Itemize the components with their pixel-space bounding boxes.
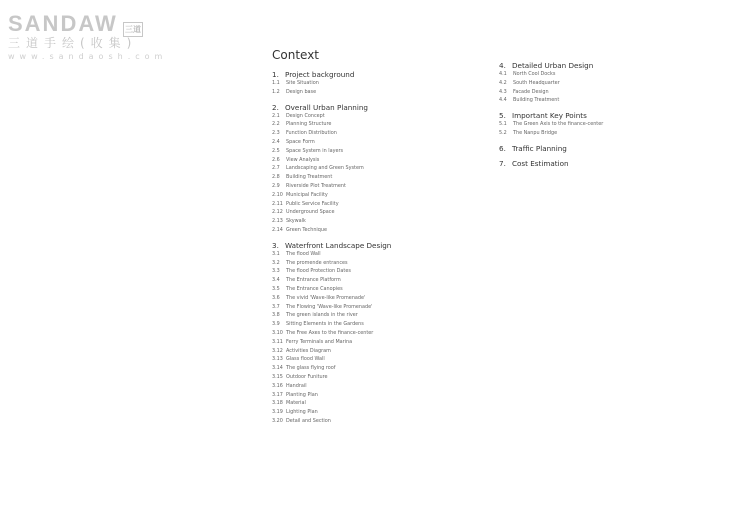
item-label: The promende entrances xyxy=(286,259,348,266)
section-heading[interactable] xyxy=(272,70,472,79)
toc-section xyxy=(499,159,709,168)
item-label: Material xyxy=(286,400,306,407)
item-label: Glass flood Wall xyxy=(286,356,325,363)
item-label: Public Service Facility xyxy=(286,200,339,207)
section-heading[interactable] xyxy=(499,159,709,168)
item-label: The Flowing 'Wave-like Promenade' xyxy=(286,303,373,310)
toc-item[interactable] xyxy=(499,120,709,129)
toc-item[interactable] xyxy=(272,276,472,285)
item-number: 3.13 xyxy=(272,356,283,363)
section-title: Overall Urban Planning xyxy=(285,102,368,112)
toc-item[interactable] xyxy=(499,88,709,97)
item-label: Ferry Terminals and Marina xyxy=(286,338,353,345)
item-number: 2.14 xyxy=(272,226,283,233)
toc-item[interactable] xyxy=(272,226,472,235)
item-number: 1.2 xyxy=(272,88,280,95)
item-label: The flood Wall xyxy=(286,250,321,257)
toc-item[interactable] xyxy=(272,382,472,391)
item-label: The Free Axes to the finance-center xyxy=(286,329,374,336)
section-heading[interactable] xyxy=(499,111,709,120)
toc-item[interactable] xyxy=(272,217,472,226)
item-number: 3.17 xyxy=(272,391,283,398)
item-number: 3.8 xyxy=(272,312,280,319)
section-title: Project background xyxy=(285,70,355,79)
toc-item[interactable] xyxy=(272,391,472,400)
section-heading[interactable] xyxy=(272,103,472,112)
toc-item[interactable] xyxy=(272,285,472,294)
toc-section xyxy=(272,70,472,97)
item-number: 3.15 xyxy=(272,373,283,380)
item-label: Facade Design xyxy=(513,88,549,95)
item-number: 3.16 xyxy=(272,382,283,389)
item-label: Handrail xyxy=(286,382,307,389)
toc-item[interactable] xyxy=(272,88,472,97)
item-number: 2.8 xyxy=(272,174,280,181)
item-number: 3.14 xyxy=(272,365,283,372)
toc-item[interactable] xyxy=(272,191,472,200)
toc-item[interactable] xyxy=(272,303,472,312)
item-label: The vivid 'Wave-like Promenade' xyxy=(286,294,366,301)
toc-item[interactable] xyxy=(272,355,472,364)
item-number: 3.18 xyxy=(272,400,283,407)
page-title: Context xyxy=(272,48,320,62)
item-label: Underground Space xyxy=(286,209,335,216)
section-number: 3. xyxy=(272,240,279,250)
item-number: 3.2 xyxy=(272,259,280,266)
item-number: 2.1 xyxy=(272,112,280,119)
toc-item[interactable] xyxy=(272,147,472,156)
toc-section xyxy=(499,111,709,138)
item-label: Lighting Plan xyxy=(286,409,318,416)
toc-item[interactable] xyxy=(272,373,472,382)
toc-item[interactable] xyxy=(272,259,472,268)
toc-section xyxy=(499,61,709,105)
toc-column-left xyxy=(272,70,472,426)
item-number: 4.3 xyxy=(499,88,507,95)
section-number: 1. xyxy=(272,70,279,79)
section-heading[interactable] xyxy=(499,61,709,70)
section-title: Cost Estimation xyxy=(512,158,569,168)
logo-url-text: www.sandaosh.com xyxy=(8,52,168,61)
item-number: 2.11 xyxy=(272,200,283,207)
item-label: The Entrance Canopies xyxy=(286,285,343,292)
item-label: Outdoor Funiture xyxy=(286,373,328,380)
toc-item[interactable] xyxy=(272,112,472,121)
section-title: Waterfront Landscape Design xyxy=(285,240,392,250)
toc-item[interactable] xyxy=(272,311,472,320)
item-label: The flood Protection Dates xyxy=(286,268,351,275)
toc-item[interactable] xyxy=(272,138,472,147)
item-number: 3.1 xyxy=(272,250,280,257)
item-number: 4.1 xyxy=(499,71,507,77)
item-number: 3.20 xyxy=(272,417,283,424)
item-label: Design base xyxy=(286,88,317,95)
item-number: 3.5 xyxy=(272,285,280,292)
section-title: Important Key Points xyxy=(512,111,587,121)
toc-column-right xyxy=(499,61,709,168)
toc-section xyxy=(272,103,472,235)
toc-item[interactable] xyxy=(272,173,472,182)
item-label: The Entrance Platform xyxy=(286,277,341,284)
item-number: 3.9 xyxy=(272,321,280,328)
toc-item[interactable] xyxy=(272,364,472,373)
item-number: 3.6 xyxy=(272,294,280,301)
item-number: 2.9 xyxy=(272,182,280,189)
item-number: 2.7 xyxy=(272,165,280,172)
section-number: 7. xyxy=(499,158,506,168)
item-label: Site Situation xyxy=(286,80,319,86)
item-number: 3.4 xyxy=(272,277,280,284)
section-heading[interactable] xyxy=(272,241,472,250)
toc-item[interactable] xyxy=(272,208,472,217)
toc-item[interactable] xyxy=(272,120,472,129)
item-label: Green Technique xyxy=(286,226,327,233)
item-number: 3.10 xyxy=(272,329,283,336)
item-number: 3.19 xyxy=(272,409,283,416)
item-number: 5.2 xyxy=(499,129,507,136)
item-label: Space Form xyxy=(286,138,315,145)
section-number: 4. xyxy=(499,61,506,70)
item-label: Landscaping and Green System xyxy=(286,165,364,172)
logo-chinese-text: 三道手绘(收集) xyxy=(8,36,138,50)
item-label: Design Concept xyxy=(286,112,325,119)
toc-item[interactable] xyxy=(272,408,472,417)
item-label: The glass flying roof xyxy=(286,365,336,372)
item-label: The Green Axis to the finance-center xyxy=(513,121,604,128)
toc-item[interactable] xyxy=(499,129,709,138)
item-number: 2.2 xyxy=(272,121,280,128)
item-number: 2.5 xyxy=(272,147,280,154)
item-label: Function Distribution xyxy=(286,130,337,137)
toc-item[interactable] xyxy=(272,267,472,276)
item-label: Sitting Elements in the Gardens xyxy=(286,321,364,328)
toc-section xyxy=(499,144,709,153)
toc-section xyxy=(272,241,472,426)
toc-item[interactable] xyxy=(272,320,472,329)
item-label: Planting Plan xyxy=(286,391,318,398)
item-label: Space System in layers xyxy=(286,147,344,154)
item-label: North Cool Docks xyxy=(513,71,556,77)
item-label: Detail and Section xyxy=(286,417,331,424)
toc-item[interactable] xyxy=(272,129,472,138)
item-label: Municipal Facility xyxy=(286,191,328,198)
section-number: 5. xyxy=(499,111,506,121)
section-heading[interactable] xyxy=(499,144,709,153)
toc-item[interactable] xyxy=(272,79,472,88)
toc-item[interactable] xyxy=(272,329,472,338)
toc-item[interactable] xyxy=(272,156,472,165)
toc-item[interactable] xyxy=(272,338,472,347)
item-number: 5.1 xyxy=(499,121,507,128)
item-number: 2.13 xyxy=(272,218,283,225)
item-number: 2.12 xyxy=(272,209,283,216)
item-label: Planning Structure xyxy=(286,121,332,128)
item-number: 3.11 xyxy=(272,338,283,345)
toc-item[interactable] xyxy=(272,347,472,356)
toc-item[interactable] xyxy=(272,200,472,209)
brand-logo xyxy=(8,11,168,64)
toc-item[interactable] xyxy=(272,164,472,173)
toc-item[interactable] xyxy=(499,79,709,88)
item-number: 2.6 xyxy=(272,156,280,163)
section-number: 2. xyxy=(272,102,279,112)
logo-brand-text: SANDAW xyxy=(8,11,118,36)
item-number: 2.10 xyxy=(272,191,283,198)
item-label: The green islands in the river xyxy=(286,312,358,319)
section-number: 6. xyxy=(499,143,506,153)
toc-item[interactable] xyxy=(499,96,709,105)
item-number: 3.3 xyxy=(272,268,280,275)
toc-item[interactable] xyxy=(499,70,709,79)
toc-item[interactable] xyxy=(272,399,472,408)
item-label: Building Treatment xyxy=(513,97,560,104)
section-title: Traffic Planning xyxy=(512,143,567,153)
item-label: Skywalk xyxy=(286,218,306,225)
item-number: 4.2 xyxy=(499,79,507,86)
item-label: Riverside Plot Treatment xyxy=(286,182,346,189)
item-label: Building Treatment xyxy=(286,174,333,181)
item-number: 1.1 xyxy=(272,80,280,86)
toc-item[interactable] xyxy=(272,182,472,191)
toc-item[interactable] xyxy=(272,250,472,259)
section-title: Detailed Urban Design xyxy=(512,61,594,70)
item-label: South Headquarter xyxy=(513,79,560,86)
item-label: Activities Diagram xyxy=(286,347,331,354)
toc-item[interactable] xyxy=(272,294,472,303)
item-number: 2.3 xyxy=(272,130,280,137)
item-number: 4.4 xyxy=(499,97,507,104)
item-number: 2.4 xyxy=(272,138,280,145)
item-label: View Analysis xyxy=(286,156,320,163)
item-number: 3.7 xyxy=(272,303,280,310)
item-label: The Nanpu Bridge xyxy=(513,129,558,136)
item-number: 3.12 xyxy=(272,347,283,354)
logo-badge: 三道 xyxy=(123,22,143,37)
toc-item[interactable] xyxy=(272,417,472,426)
